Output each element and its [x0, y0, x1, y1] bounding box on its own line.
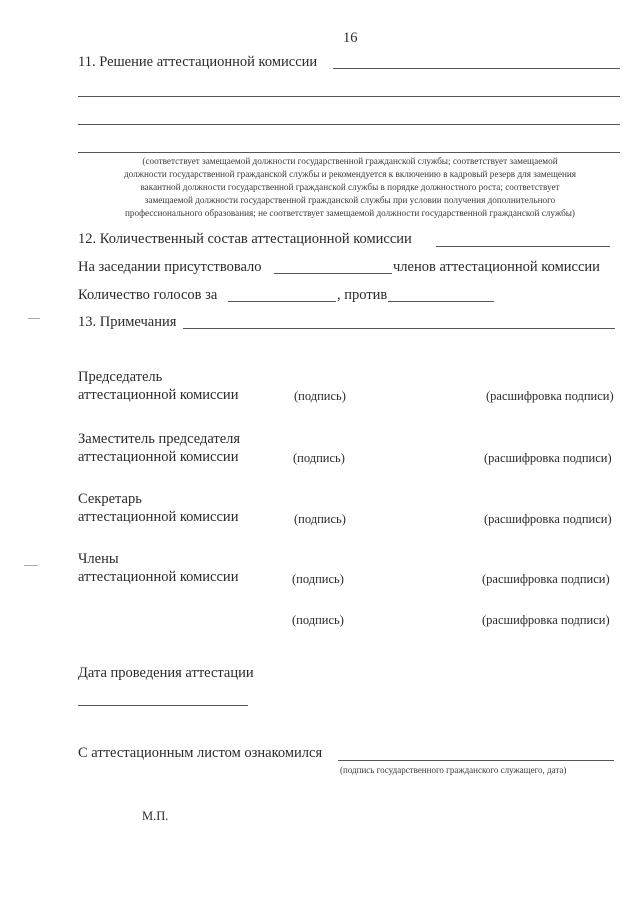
- votes-against-line: [388, 301, 494, 302]
- item12-label: 12. Количественный состав аттестационной комиссии: [78, 231, 412, 247]
- chairman-signature-label: (подпись): [294, 389, 346, 403]
- members-title-2: аттестационной комиссии: [78, 569, 239, 585]
- present-count-line: [274, 273, 392, 274]
- item11-note-line: должности государственной гражданской службы и рекомендуется к включению в кадровый резерв для замещения: [123, 169, 577, 179]
- item13-label: 13. Примечания: [78, 314, 177, 330]
- item11-note: [76, 155, 624, 220]
- deputy-signature-label: (подпись): [293, 451, 345, 465]
- member2-decode-label: (расшифровка подписи): [482, 613, 610, 627]
- item11-label: 11. Решение аттестационной комиссии: [78, 54, 318, 70]
- date-label: Дата проведения аттестации: [78, 665, 254, 681]
- acquainted-hint: (подпись государственного гражданского служащего, дата): [340, 765, 567, 775]
- item11-note-line: профессионального образования; не соответствует замещаемой должности государственной гражданской службы): [124, 208, 575, 218]
- acquainted-line: [338, 760, 614, 761]
- item11-note-line: (соответствует замещаемой должности государственной гражданской службы; соответствует замещаемой: [142, 156, 558, 166]
- item11-note-line: вакантной должности государственной гражданской службы в порядке должностного роста; соответствует: [140, 182, 560, 192]
- member1-decode-label: (расшифровка подписи): [482, 572, 610, 586]
- page-number: 16: [343, 30, 358, 46]
- members-title: Члены: [78, 551, 119, 567]
- member2-signature-label: (подпись): [292, 613, 344, 627]
- votes-against-label: , против: [337, 287, 388, 303]
- item11-line-3: [78, 124, 620, 125]
- item11-note-line: замещаемой должности государственной гражданской службы при условии получения дополнительного: [144, 195, 556, 205]
- scan-mark: [28, 318, 40, 319]
- item13-fill-line: [183, 328, 615, 329]
- secretary-title: Секретарь: [78, 491, 142, 507]
- stamp-place: М.П.: [142, 809, 169, 823]
- present-label: На заседании присутствовало: [78, 259, 262, 275]
- chairman-title: Председатель: [78, 369, 163, 385]
- member1-signature-label: (подпись): [292, 572, 344, 586]
- item11-fill-line: [333, 68, 620, 69]
- deputy-title: Заместитель председателя: [78, 431, 241, 447]
- votes-for-label: Количество голосов за: [78, 287, 218, 303]
- item11-line-2: [78, 96, 620, 97]
- chairman-title-2: аттестационной комиссии: [78, 387, 239, 403]
- chairman-decode-label: (расшифровка подписи): [486, 389, 614, 403]
- present-members-label: членов аттестационной комиссии: [393, 259, 600, 275]
- deputy-title-2: аттестационной комиссии: [78, 449, 239, 465]
- secretary-signature-label: (подпись): [294, 512, 346, 526]
- secretary-title-2: аттестационной комиссии: [78, 509, 239, 525]
- deputy-decode-label: (расшифровка подписи): [484, 451, 612, 465]
- scan-mark: [24, 565, 38, 566]
- secretary-decode-label: (расшифровка подписи): [484, 512, 612, 526]
- votes-for-line: [228, 301, 336, 302]
- item12-fill-line: [436, 246, 610, 247]
- date-line: [78, 705, 248, 706]
- acquainted-label: С аттестационным листом ознакомился: [78, 745, 323, 761]
- item11-line-4: [78, 152, 620, 153]
